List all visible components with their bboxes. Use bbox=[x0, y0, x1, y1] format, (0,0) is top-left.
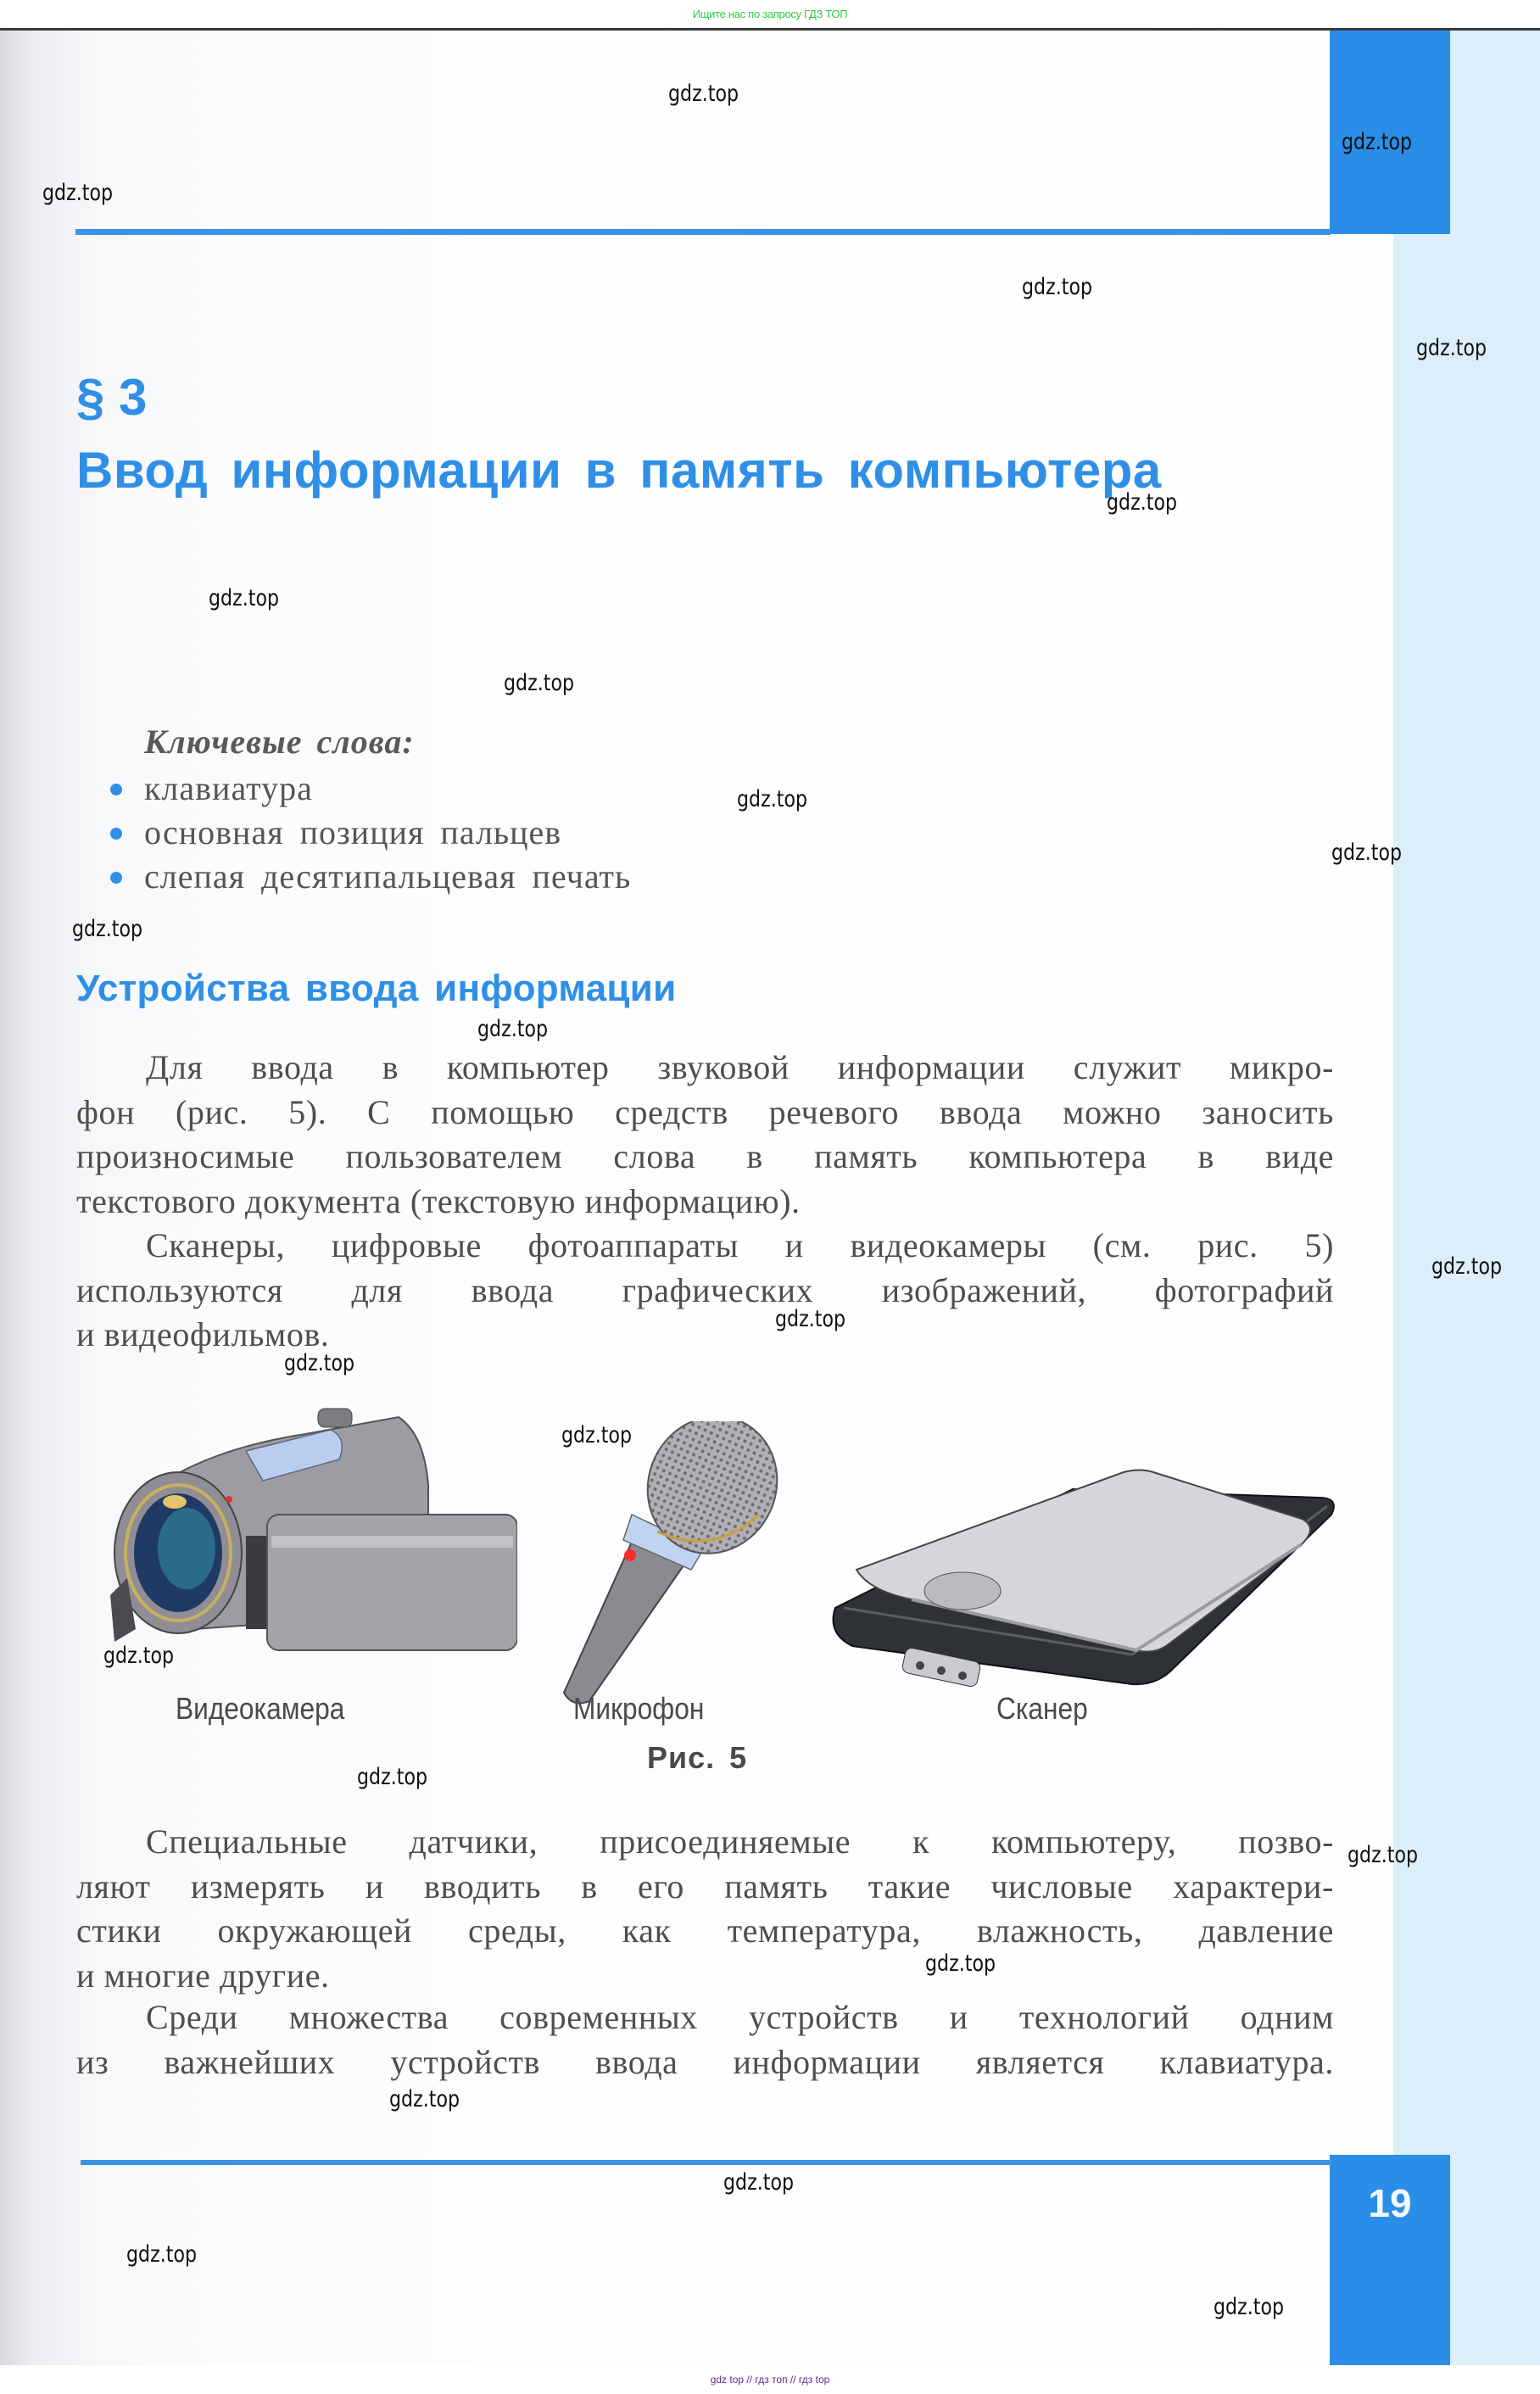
keyword-item bbox=[110, 811, 631, 855]
caption-videocamera: Видеокамера bbox=[176, 1691, 345, 1726]
textbook-page bbox=[0, 28, 1540, 2365]
watermark: gdz.top bbox=[775, 1306, 846, 1332]
keyword-item bbox=[110, 855, 631, 899]
video-camera-icon bbox=[93, 1400, 517, 1655]
text-line: используются для ввода графических изображений, фотографий bbox=[76, 1270, 1334, 1309]
text-line: стики окружающей среды, как температура, влажность, давление bbox=[76, 1911, 1334, 1950]
scanner-icon bbox=[818, 1464, 1344, 1701]
bottom-banner: gdz top // гдз топ // гдз top bbox=[0, 2365, 1540, 2394]
paragraph-4 bbox=[76, 1995, 1334, 2084]
watermark: gdz.top bbox=[284, 1350, 355, 1376]
watermark: gdz.top bbox=[357, 1764, 428, 1790]
watermark: gdz.top bbox=[389, 2086, 460, 2112]
keyword-text: слепая десятипальцевая печать bbox=[144, 857, 632, 896]
paragraph-3 bbox=[76, 1820, 1334, 1998]
top-banner: Ищите нас по запросу ГДЗ ТОП bbox=[0, 0, 1540, 28]
paragraph-1 bbox=[76, 1046, 1334, 1224]
page-edge-strip bbox=[1393, 31, 1540, 2365]
watermark: gdz.top bbox=[737, 786, 808, 812]
watermark: gdz.top bbox=[723, 2169, 795, 2196]
keyword-list bbox=[110, 767, 631, 899]
text-line: Сканеры, цифровые фотоаппараты и видеокамеры (см. рис. 5) bbox=[146, 1226, 1334, 1264]
text-line: ляют измерять и вводить в его память такие числовые характери- bbox=[76, 1867, 1334, 1906]
figure-label: Рис. 5 bbox=[647, 1740, 748, 1775]
text-line: Среди множества современных устройств и технологий одним bbox=[146, 1998, 1334, 2036]
watermark: gdz.top bbox=[42, 180, 114, 206]
watermark: gdz.top bbox=[1331, 840, 1403, 866]
watermark: gdz.top bbox=[103, 1643, 175, 1669]
bullet-icon bbox=[110, 872, 122, 884]
bullet-icon bbox=[110, 828, 122, 840]
text-line: фон (рис. 5). С помощью средств речевого ввода можно заносить bbox=[76, 1092, 1334, 1131]
page-number: 19 bbox=[1368, 2181, 1412, 2225]
watermark: gdz.top bbox=[1342, 129, 1413, 155]
watermark: gdz.top bbox=[504, 670, 575, 696]
watermark: gdz.top bbox=[1214, 2294, 1285, 2320]
text-line: текстового документа (текстовую информацию). bbox=[76, 1181, 801, 1220]
caption-microphone: Микрофон bbox=[573, 1691, 705, 1726]
keyword-item bbox=[110, 767, 631, 811]
paragraph-2 bbox=[76, 1224, 1334, 1358]
text-line: и многие другие. bbox=[76, 1956, 330, 1995]
watermark: gdz.top bbox=[1348, 1842, 1419, 1868]
microphone-icon bbox=[530, 1421, 810, 1710]
caption-scanner: Сканер bbox=[996, 1691, 1088, 1726]
text-line: из важнейших устройств ввода информации является клавиатура. bbox=[76, 2042, 1334, 2081]
keyword-text: основная позиция пальцев bbox=[144, 813, 562, 851]
watermark: gdz.top bbox=[1022, 274, 1093, 300]
text-line: произносимые пользователем слова в память компьютера в виде bbox=[76, 1137, 1334, 1175]
watermark: gdz.top bbox=[925, 1950, 996, 1977]
watermark: gdz.top bbox=[72, 916, 143, 942]
subheading: Устройства ввода информации bbox=[76, 968, 677, 1009]
watermark: gdz.top bbox=[1107, 489, 1178, 516]
watermark: gdz.top bbox=[1416, 335, 1487, 361]
header-rule bbox=[75, 229, 1331, 235]
text-line: и видеофильмов. bbox=[76, 1315, 330, 1353]
section-number: § 3 bbox=[76, 369, 148, 426]
keyword-text: клавиатура bbox=[144, 769, 313, 807]
text-line: Для ввода в компьютер звуковой информации служит микро- bbox=[146, 1048, 1334, 1086]
watermark: gdz.top bbox=[668, 81, 739, 107]
section-title: Ввод информации в память компьютера bbox=[76, 442, 1162, 499]
keywords-title: Ключевые слова: bbox=[144, 723, 415, 761]
watermark: gdz.top bbox=[1431, 1253, 1503, 1280]
bullet-icon bbox=[110, 784, 122, 795]
text-line: Специальные датчики, присоединяемые к компьютеру, позво- bbox=[146, 1822, 1334, 1861]
watermark: gdz.top bbox=[126, 2241, 198, 2268]
watermark: gdz.top bbox=[477, 1016, 549, 1042]
watermark: gdz.top bbox=[209, 585, 280, 611]
footer-rule bbox=[81, 2160, 1331, 2165]
watermark: gdz.top bbox=[561, 1422, 633, 1448]
